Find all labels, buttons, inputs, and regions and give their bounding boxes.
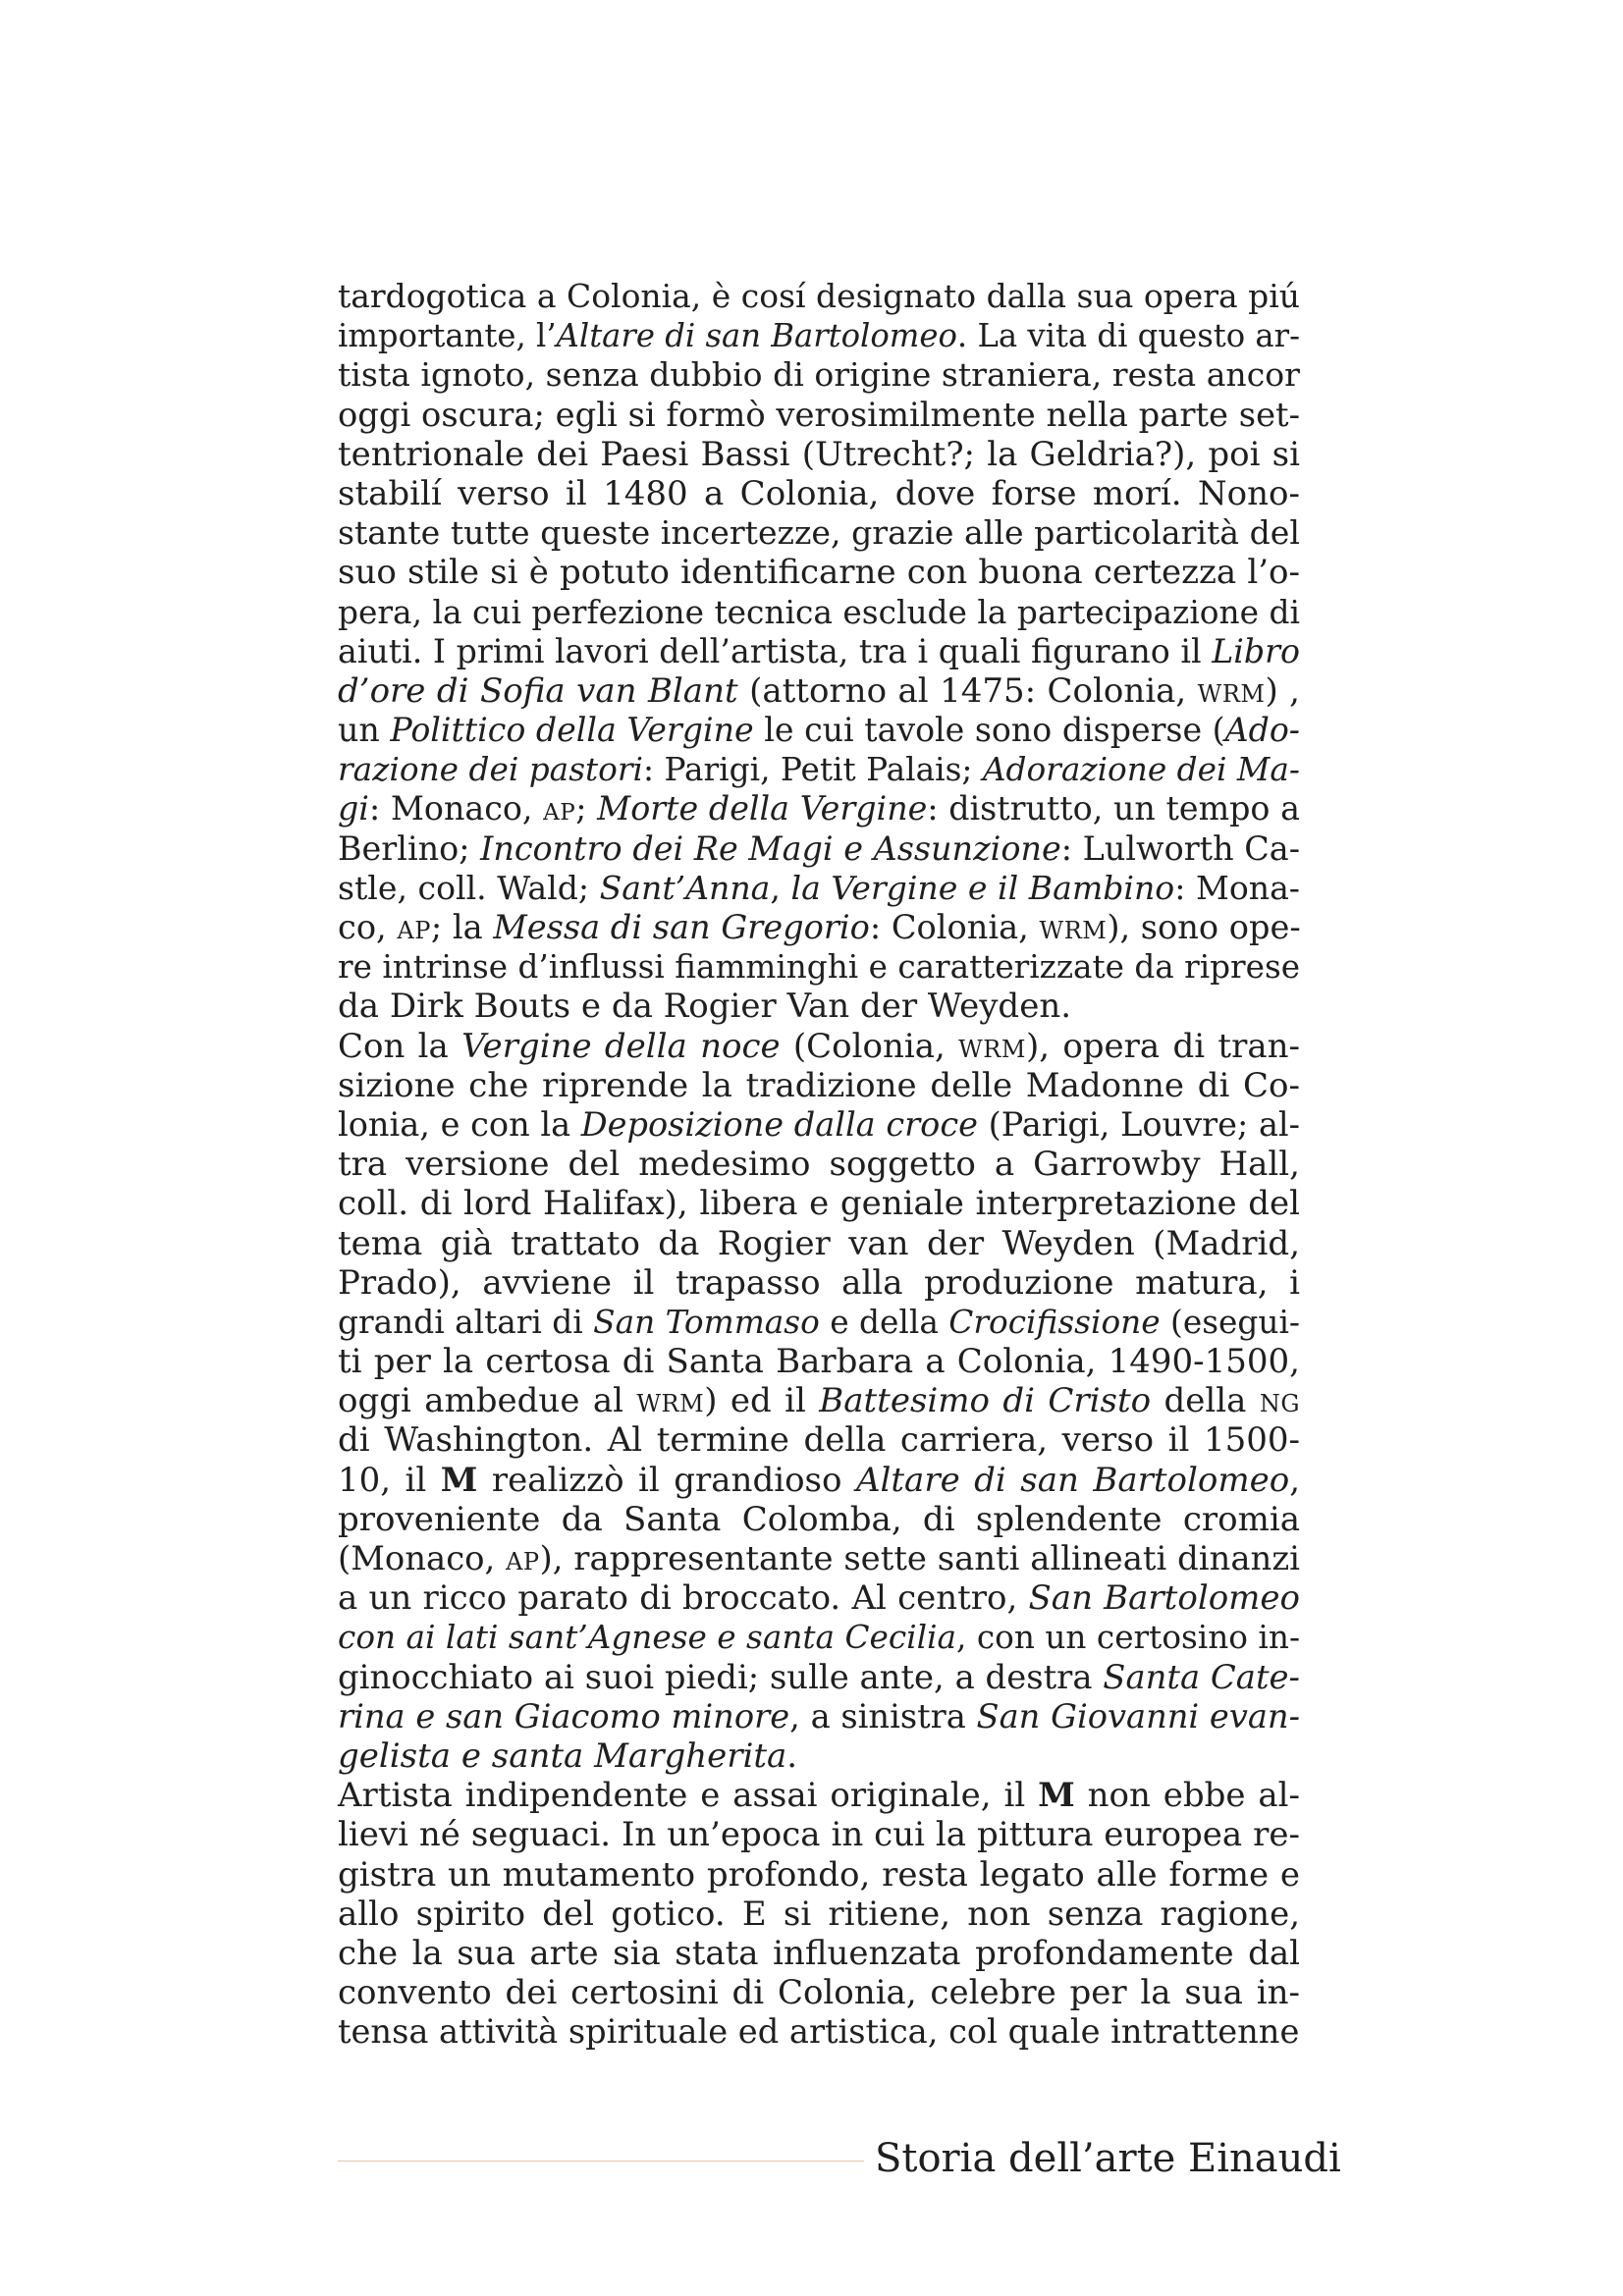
text-run: lonia, e con la (338, 1104, 581, 1144)
text-run: sizione che riprende la tradizione delle Madonne di Co- (338, 1065, 1300, 1105)
smallcaps-run: ap (506, 1539, 540, 1577)
text-run: allo spirito del gotico. E si ritiene, non senza ragione, (338, 1894, 1300, 1934)
italic-run: Morte della Vergine (597, 789, 928, 828)
text-line (338, 987, 1300, 1026)
text-run: . La vita di questo ar- (956, 317, 1300, 355)
text-line (338, 355, 1300, 395)
text-run: pera, la cui perfezione tecnica esclude la partecipazione di (338, 593, 1300, 631)
text-run: ; la (430, 908, 494, 946)
text-run: co, (338, 908, 398, 946)
italic-run: San Bartolomeo (1028, 1578, 1300, 1619)
italic-run: San Giovanni evan- (976, 1696, 1300, 1735)
text-run: : Mona- (1174, 868, 1300, 907)
text-run: convento dei certosini di Colonia, celebre per la sua in- (338, 1973, 1300, 2013)
italic-run: Ado- (1224, 711, 1301, 750)
italic-run: Crocifissione (948, 1303, 1161, 1341)
text-run: a un ricco parato di broccato. Al centro, (338, 1578, 1029, 1619)
text-line (338, 1027, 1300, 1066)
text-line (338, 1461, 1300, 1500)
text-run: Artista indipendente e assai originale, il (338, 1776, 1039, 1816)
text-line (338, 513, 1300, 553)
text-run: da Dirk Bouts e da Rogier Van der Weyden. (338, 987, 1072, 1027)
text-run: ) ed il (704, 1381, 820, 1421)
text-run: realizzò il grandioso (477, 1460, 856, 1500)
text-run: della (1151, 1381, 1260, 1421)
text-run: , con un certosino in- (956, 1619, 1300, 1657)
text-run: stle, coll. Wald; (338, 868, 600, 907)
text-line (338, 1895, 1300, 1934)
text-run: re intrinse d’influssi fiamminghi e caratterizzate da riprese (338, 948, 1300, 987)
text-run: tema già trattato da Rogier van der Weyden (Madrid, (338, 1223, 1300, 1263)
italic-run: Polittico della Vergine (390, 711, 754, 750)
italic-run: Altare di san Bartolomeo (855, 1460, 1290, 1500)
italic-run: Santa Cate- (1103, 1657, 1300, 1696)
text-line (338, 711, 1300, 750)
text-run: Berlino; (338, 828, 481, 868)
text-line (338, 1973, 1300, 2012)
text-run: di Washington. Al termine della carriera, verso il 1500- (338, 1420, 1300, 1461)
text-line (338, 632, 1300, 671)
text-run: grandi altari di (338, 1303, 594, 1341)
text-run: 10, il (338, 1460, 441, 1500)
text-line (338, 1105, 1300, 1145)
italic-run: Messa di san Gregorio (493, 908, 870, 946)
text-run: : Parigi, Petit Palais; (642, 751, 983, 789)
text-line (338, 869, 1300, 908)
text-line (338, 1184, 1300, 1223)
text-run: proveniente da Santa Colomba, di splendente cromia (338, 1499, 1300, 1539)
smallcaps-run: wrm (958, 1026, 1026, 1066)
text-run: ), rappresentante sette santi allineati dinanzi (539, 1539, 1300, 1577)
text-line (338, 1618, 1300, 1657)
text-run: le cui tavole sono disperse ( (753, 711, 1225, 750)
text-line (338, 593, 1300, 632)
text-run: (attorno al 1475: Colonia, (737, 670, 1198, 711)
italic-run: rina e san Giacomo minore (338, 1696, 790, 1735)
text-run: , (1289, 1460, 1300, 1500)
text-run: (Parigi, Louvre; al- (977, 1104, 1300, 1144)
text-run: stabilí verso il 1480 a Colonia, dove forse morí. Nono- (338, 473, 1300, 513)
text-run: suo stile si è potuto identificarne con buona certezza l’o- (338, 553, 1300, 593)
italic-run: gelista e santa Margherita (338, 1735, 787, 1776)
text-line (338, 1303, 1300, 1342)
text-line (338, 1658, 1300, 1697)
italic-run: San Tommaso (593, 1303, 820, 1341)
italic-run: Altare di san Bartolomeo (556, 317, 957, 355)
text-run: tardogotica a Colonia, è cosí designato dalla sua opera piú (338, 277, 1300, 315)
text-run: : Monaco, (368, 789, 544, 828)
italic-run: Vergine della noce (461, 1026, 781, 1066)
text-run: gistra un mutamento profondo, resta legato alle forme e (338, 1854, 1300, 1895)
text-line (338, 1342, 1300, 1381)
text-run: , (770, 868, 791, 907)
bold-run: M (1038, 1776, 1075, 1816)
text-line (338, 671, 1300, 711)
italic-run: Battesimo di Cristo (819, 1381, 1152, 1421)
text-run: oggi oscura; egli si formò verosimilmente nella parte set- (338, 395, 1300, 434)
text-run: tista ignoto, senza dubbio di origine straniera, resta ancor (338, 355, 1300, 395)
text-run: tensa attività spirituale ed artistica, col quale intrattenne (338, 2012, 1300, 2052)
text-run: , a sinistra (789, 1696, 977, 1735)
text-line (338, 1697, 1300, 1736)
text-run: . (786, 1735, 798, 1776)
italic-run: Deposizione dalla croce (580, 1104, 978, 1144)
italic-run: Sant’Anna (599, 868, 771, 907)
text-run: Prado), avviene il trapasso alla produzione matura, i (338, 1262, 1300, 1303)
text-run: tra versione del medesimo soggetto a Garrowby Hall, (338, 1145, 1300, 1185)
footer-title: Storia dell’arte Einaudi (875, 2136, 1341, 2181)
smallcaps-run: wrm (1197, 670, 1266, 711)
text-run: aiuti. I primi lavori dell’artista, tra i quali figurano il (338, 631, 1213, 670)
italic-run: Libro (1212, 631, 1300, 670)
body-text (338, 277, 1300, 2052)
text-run: importante, l’ (338, 317, 557, 355)
text-run: (esegui- (1160, 1303, 1300, 1341)
text-run: : Lulworth Ca- (1060, 828, 1300, 868)
text-line (338, 1578, 1300, 1618)
text-line (338, 1934, 1300, 1973)
bold-run: M (440, 1460, 478, 1500)
italic-run: con ai lati sant’Agnese e santa Cecilia (338, 1619, 957, 1657)
text-line (338, 1420, 1300, 1460)
text-line (338, 1145, 1300, 1184)
smallcaps-run: wrm (636, 1381, 705, 1421)
italic-run: la Vergine e il Bambino (790, 868, 1175, 907)
italic-run: Adorazione dei Ma- (982, 751, 1300, 789)
text-line (338, 1736, 1300, 1776)
text-run: non ebbe al- (1074, 1776, 1301, 1816)
text-run: tentrionale dei Paesi Bassi (Utrecht?; la Geldria?), poi si (338, 434, 1300, 474)
text-line (338, 553, 1300, 592)
text-run: : distrutto, un tempo a (927, 789, 1300, 828)
text-run: e della (819, 1303, 949, 1341)
text-line (338, 396, 1300, 435)
text-line (338, 789, 1300, 828)
text-line (338, 829, 1300, 869)
text-line (338, 277, 1300, 316)
text-line (338, 750, 1300, 789)
italic-run: d’ore di Sofia van Blant (338, 670, 738, 711)
text-run: ti per la certosa di Santa Barbara a Colonia, 1490-1500, (338, 1342, 1300, 1382)
text-run: : Colonia, (869, 908, 1040, 946)
smallcaps-run: ap (543, 789, 576, 828)
text-line (338, 1776, 1300, 1815)
text-run: che la sua arte sia stata influenzata profondamente dal (338, 1933, 1300, 1973)
text-line (338, 1066, 1300, 1105)
footer-rule (338, 2161, 864, 2162)
text-run: (Monaco, (338, 1539, 507, 1577)
italic-run: Incontro dei Re Magi e Assunzione (480, 828, 1061, 868)
text-run: ) , (1265, 670, 1300, 711)
text-line (338, 1539, 1300, 1578)
text-line (338, 1855, 1300, 1895)
text-run: stante tutte queste incertezze, grazie alle particolarità del (338, 513, 1300, 553)
text-run: coll. di lord Halifax), libera e geniale interpretazione del (338, 1184, 1300, 1224)
text-run: un (338, 711, 391, 750)
text-run: ), sono ope- (1107, 908, 1301, 946)
text-line (338, 474, 1300, 513)
smallcaps-run: ng (1259, 1381, 1300, 1421)
text-line (338, 316, 1300, 355)
text-run: ginocchiato ai suoi piedi; sulle ante, a destra (338, 1657, 1104, 1696)
text-line (338, 1224, 1300, 1263)
smallcaps-run: wrm (1039, 908, 1108, 946)
italic-run: razione dei pastori (338, 751, 643, 789)
text-run: (Colonia, (780, 1026, 959, 1066)
text-line (338, 1263, 1300, 1303)
text-line (338, 2012, 1300, 2052)
text-line (338, 1381, 1300, 1420)
text-run: lievi né seguaci. In un’epoca in cui la pittura europea re- (338, 1815, 1300, 1855)
text-run: Con la (338, 1026, 462, 1066)
text-line (338, 1500, 1300, 1539)
text-run: ; (575, 789, 598, 828)
text-line (338, 908, 1300, 947)
smallcaps-run: ap (397, 908, 431, 946)
text-line (338, 947, 1300, 987)
text-run: oggi ambedue al (338, 1381, 637, 1421)
text-line (338, 1815, 1300, 1854)
text-line (338, 435, 1300, 474)
italic-run: gi (338, 789, 369, 828)
text-run: ), opera di tran- (1025, 1026, 1300, 1066)
